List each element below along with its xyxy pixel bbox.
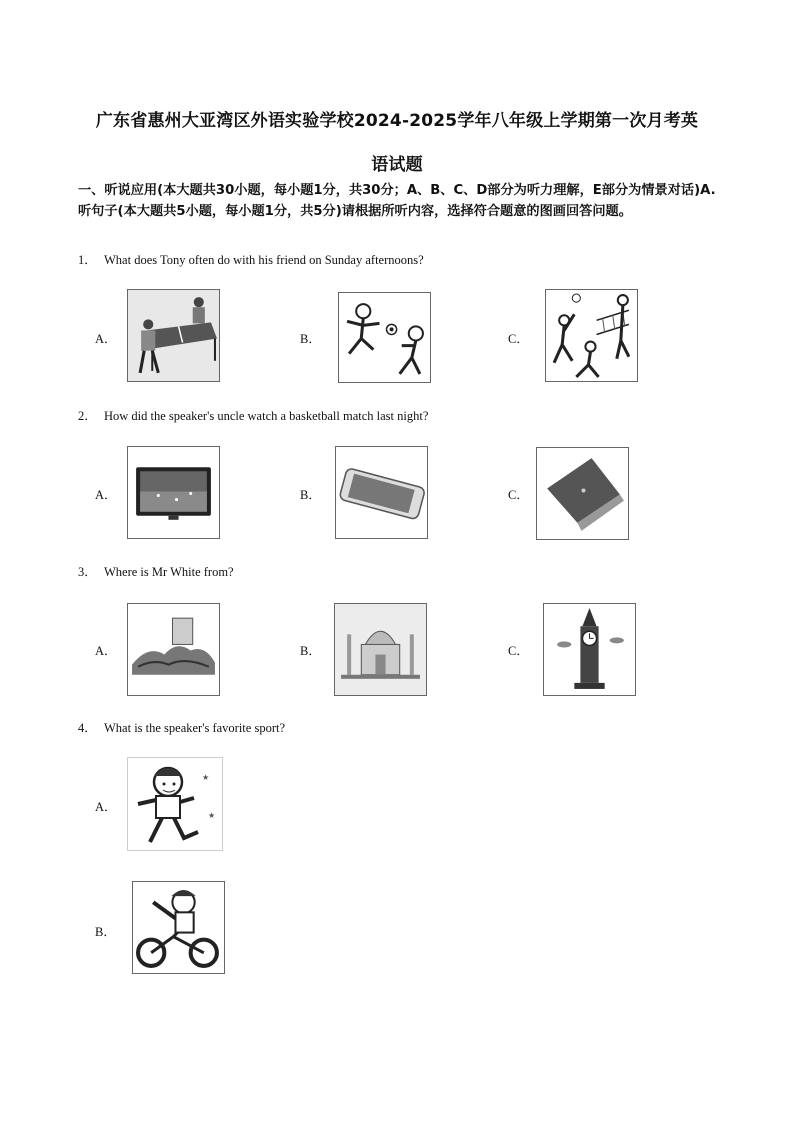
landscape-icon[interactable] bbox=[127, 603, 220, 696]
volleyball-icon[interactable] bbox=[545, 289, 638, 382]
question-number: 4． bbox=[78, 721, 97, 735]
boy-cycling-icon[interactable] bbox=[132, 881, 225, 974]
question-text: How did the speaker's uncle watch a basketball match last night? bbox=[104, 409, 429, 423]
paper-title-line1: 广东省惠州大亚湾区外语实验学校2024-2025学年八年级上学期第一次月考英 bbox=[95, 111, 699, 131]
question-4 bbox=[78, 718, 285, 736]
svg-text:★: ★ bbox=[208, 811, 216, 820]
question-text: What does Tony often do with his friend on Sunday afternoons? bbox=[104, 253, 424, 267]
question-text: What is the speaker's favorite sport? bbox=[104, 721, 286, 735]
option-label[interactable]: B． bbox=[300, 488, 321, 502]
paper-title-line2: 语试题 bbox=[371, 155, 423, 175]
option-label[interactable]: B． bbox=[300, 644, 321, 658]
option-label[interactable]: A． bbox=[95, 332, 117, 346]
big-ben-icon[interactable] bbox=[543, 603, 636, 696]
question-number: 3． bbox=[78, 565, 97, 579]
smartphone-icon[interactable] bbox=[335, 446, 428, 539]
option-label[interactable]: C． bbox=[508, 488, 529, 502]
option-label[interactable]: A． bbox=[95, 800, 117, 814]
option-label[interactable]: C． bbox=[508, 332, 529, 346]
laptop-icon[interactable] bbox=[536, 447, 629, 540]
soccer-icon[interactable] bbox=[338, 292, 431, 383]
question-number: 1． bbox=[78, 253, 97, 267]
option-label[interactable]: B． bbox=[95, 925, 116, 939]
question-2 bbox=[78, 406, 428, 424]
taj-mahal-icon[interactable] bbox=[334, 603, 427, 696]
question-3 bbox=[78, 562, 234, 580]
option-label[interactable]: B． bbox=[300, 332, 321, 346]
question-text: Where is Mr White from? bbox=[104, 565, 234, 579]
svg-text:★: ★ bbox=[202, 773, 210, 782]
option-label[interactable]: A． bbox=[95, 644, 117, 658]
section-heading: 一、听说应用(本大题共30小题，每小题1分，共30分；A、B、C、D部分为听力理解，E部分为情景对话)A. 听句子(本大题共5小题，每小题1分，共5分)请根据所听内容，选择符合题意的图画回答问题。 bbox=[78, 183, 716, 219]
question-1 bbox=[78, 250, 424, 268]
option-label[interactable]: C． bbox=[508, 644, 529, 658]
boy-kicking-icon[interactable] bbox=[127, 757, 223, 851]
option-label[interactable]: A． bbox=[95, 488, 117, 502]
question-number: 2． bbox=[78, 409, 97, 423]
table-tennis-icon[interactable] bbox=[127, 289, 220, 382]
tv-icon[interactable] bbox=[127, 446, 220, 539]
